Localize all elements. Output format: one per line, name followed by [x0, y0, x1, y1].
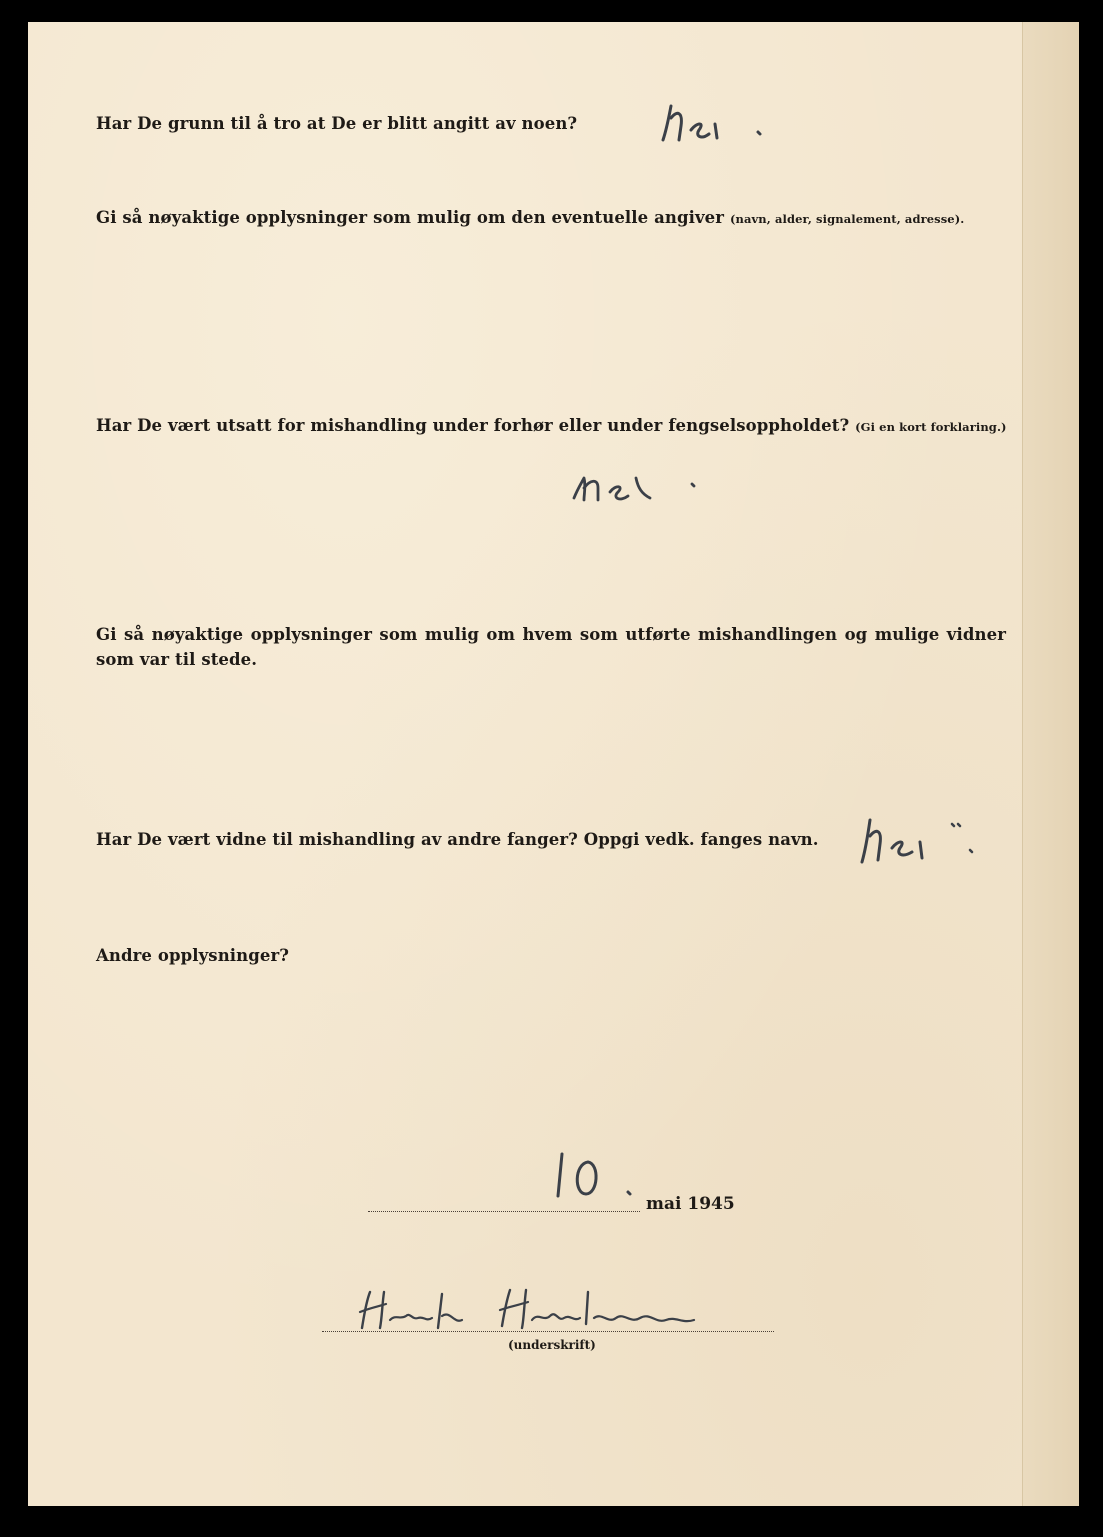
- date-day-handwriting: [548, 1148, 648, 1206]
- question-other-info-text: Andre opplysninger?: [96, 946, 290, 965]
- question-witness-mistreatment-text: Har De vært vidne til mishandling av andre fanger? Oppgi vedk. fanges navn.: [96, 830, 819, 849]
- date-month-year: mai 1945: [646, 1194, 735, 1214]
- question-other-info: [96, 946, 289, 965]
- answer-witness-handwriting: [854, 814, 984, 870]
- question-informer-details: [96, 208, 964, 227]
- question-perpetrators-witnesses-text: Gi så nøyaktige opplysninger som mulig om hvem som utførte mishandlingen og mulige vidner som var til stede.: [96, 625, 1006, 669]
- page-edge-strip: [1022, 22, 1079, 1506]
- answer-denounced-handwriting: [655, 100, 775, 150]
- question-mistreatment-text: Har De vært utsatt for mishandling under forhør eller under fengselsoppholdet?: [96, 416, 850, 435]
- question-mistreatment: [96, 416, 1007, 435]
- question-mistreatment-note: (Gi en kort forklaring.): [855, 420, 1007, 434]
- date-day-line: [368, 1211, 640, 1212]
- question-denounced: [96, 114, 577, 133]
- answer-mistreatment-handwriting: [568, 464, 708, 510]
- signature-line: [322, 1331, 774, 1332]
- question-witness-mistreatment: [96, 830, 819, 849]
- signature-caption: (underskrift): [508, 1338, 596, 1352]
- question-denounced-text: Har De grunn til å tro at De er blitt angitt av noen?: [96, 114, 578, 133]
- question-perpetrators-witnesses: [96, 622, 1006, 672]
- question-informer-details-text: Gi så nøyaktige opplysninger som mulig om den eventuelle angiver: [96, 208, 725, 227]
- question-informer-details-note: (navn, alder, signalement, adresse).: [729, 212, 965, 226]
